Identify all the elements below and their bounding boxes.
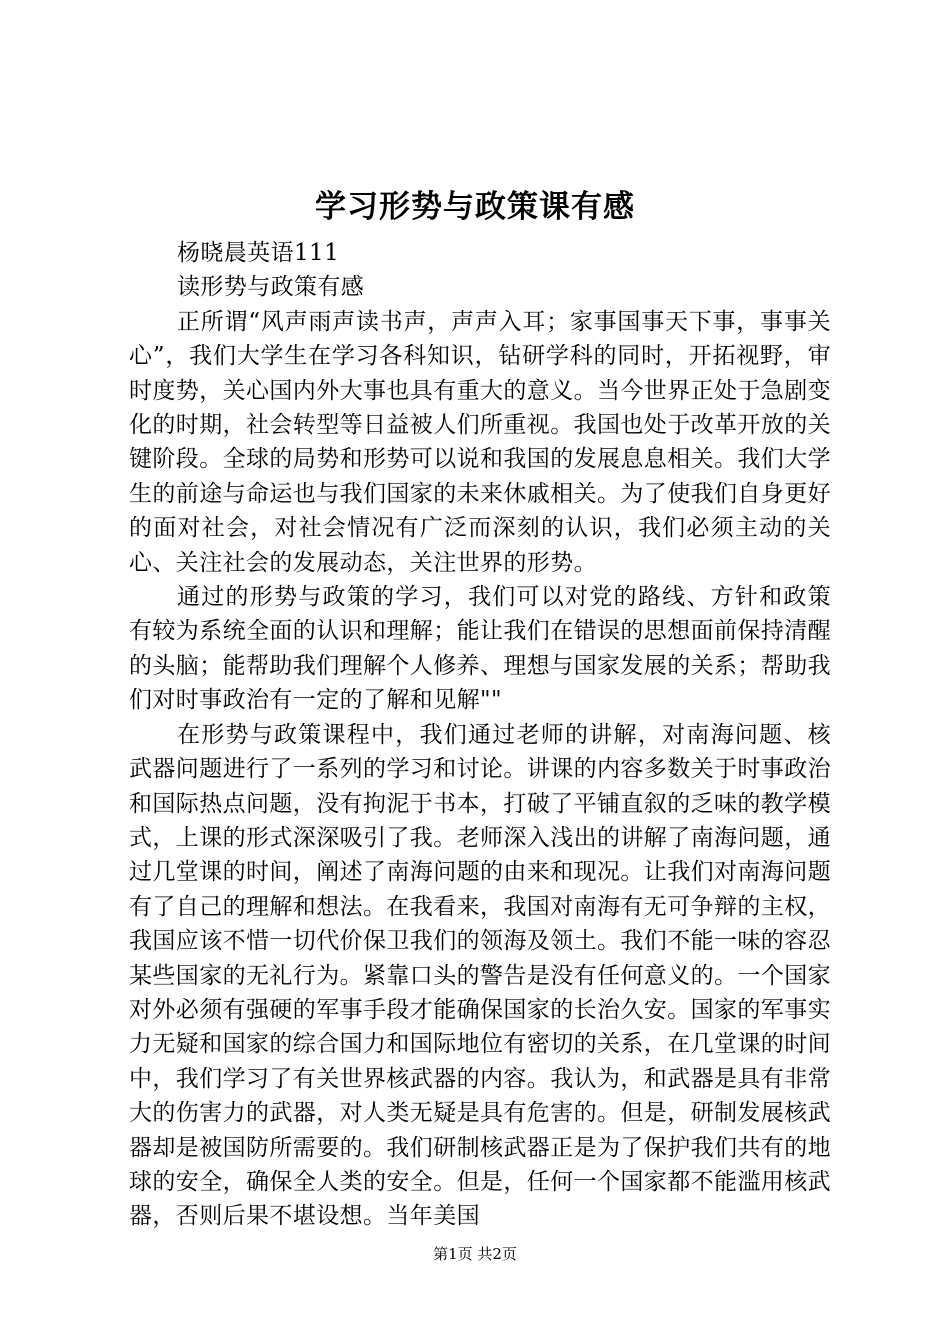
document-title: 学习形势与政策课有感 [315, 189, 635, 225]
paragraph-1: 正所谓“风声雨声读书声，声声入耳；家事国事天下事，事事关心”，我们大学生在学习各科知识，钻研学科的同时，开拓视野，审时度势，关心国内外大事也具有重大的意义。当今世界正处于急剧变化的时期，社会转型等日益被人们所重视。我国也处于改革开放的关键阶段。全球的局势和形势可以说和我国的发展息息相关。我们大学生的前途与命运也与我们国家的未来休戚相关。为了使我们自身更好的面对社会，对社会情况有广泛而深刻的认识，我们必须主动的关心、关注社会的发展动态，关注世界的形势。 [129, 308, 831, 576]
paragraph-2: 通过的形势与政策的学习，我们可以对党的路线、方针和政策有较为系统全面的认识和理解；能让我们在错误的思想面前保持清醒的头脑；能帮助我们理解个人修养、理想与国家发展的关系；帮助我们对时事政治有一定的了解和见解"" [129, 584, 831, 714]
document-body [129, 236, 831, 1234]
subtitle-line: 读形势与政策有感 [177, 274, 365, 301]
paragraph-3: 在形势与政策课程中，我们通过老师的讲解，对南海问题、核武器问题进行了一系列的学习和讨论。讲课的内容多数关于时事政治和国际热点问题，没有拘泥于书本，打破了平铺直叙的乏味的教学模式，上课的形式深深吸引了我。老师深入浅出的讲解了南海问题，通过几堂课的时间，阐述了南海问题的由来和现况。让我们对南海问题有了自己的理解和想法。在我看来，我国对南海有无可争辩的主权，我国应该不惜一切代价保卫我们的领海及领土。我们不能一味的容忍某些国家的无礼行为。紧靠口头的警告是没有任何意义的。一个国家对外必须有强硬的军事手段才能确保国家的长治久安。国家的军事实力无疑和国家的综合国力和国际地位有密切的关系，在几堂课的时间中，我们学习了有关世界核武器的内容。我认为，和武器是具有非常大的伤害力的武器，对人类无疑是具有危害的。但是，研制发展核武器却是被国防所需要的。我们研制核武器正是为了保护我们共有的地球的安全，确保全人类的安全。但是，任何一个国家都不能滥用核武器，否则后果不堪设想。当年美国 [129, 721, 831, 1230]
author-line: 杨晓晨英语111 [177, 240, 340, 266]
page-number-footer: 第1页 共2页 [433, 1245, 517, 1263]
